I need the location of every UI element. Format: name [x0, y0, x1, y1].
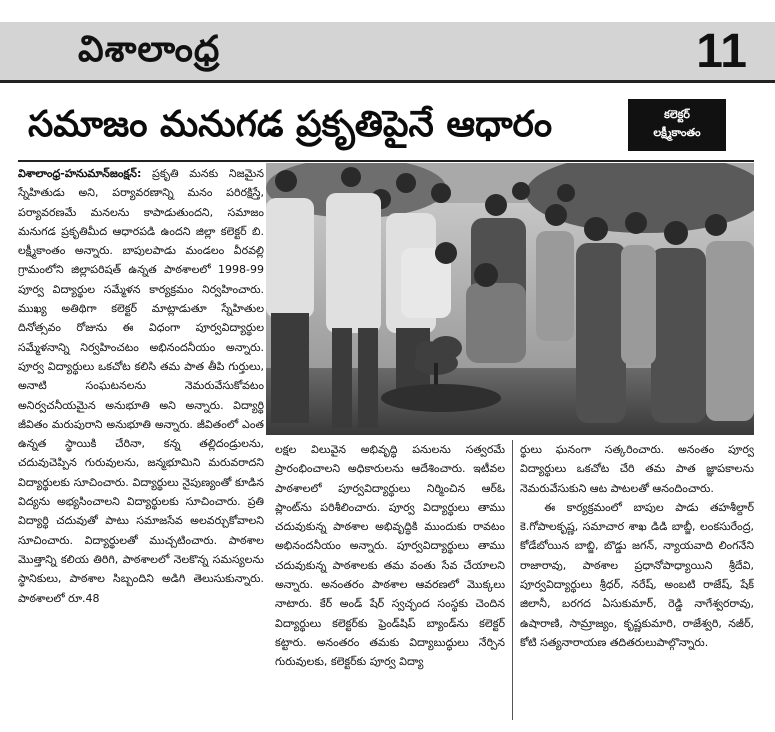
dateline: విశాలాంధ్ర-హనుమాన్‌జంక్షన్‌:	[18, 167, 142, 180]
masthead	[0, 22, 775, 83]
kicker-line-1: కలెక్టర్	[664, 108, 690, 121]
newspaper-name: విశాలాంధ్ర	[78, 28, 221, 70]
column-3-paragraph-1: ర్థులు ఘనంగా సత్కరించారు. అనంతం పూర్వ విద్యార్థులు ఒకచోట చేరి తమ పాత జ్ఞాపకాలను నెమరువేసుకుని ఆట పాటలతో ఆనందించారు.	[520, 443, 754, 495]
column-1-text: ప్రకృతి మనకు నిజమైన స్నేహితుడు అని, పర్యావరణాన్ని మనం పరిరక్షిస్తే, పర్యావరణమే మనలను కాపాడుతుందని, సమాజం మనుగడ ప్రకృతిమీద ఆధారపడి ఉందని జిల్లా కలెక్టర్‌ బి. లక్ష్మీకాంతం అన్నారు. బాపులపాడు మండలం వీరవల్లి గ్రామంలోని జిల్లాపరిషత్‌ ఉన్నత పాఠశాలలో 1998-99 పూర్వ విద్యార్థుల సమ్మేళన కార్యక్రమం నిర్వహించారు. ముఖ్య అతిథిగా కలెక్టర్‌ మాట్లాడుతూ స్నేహితుల దినోత్సవం రోజును ఈ విధంగా పూర్వవిద్యార్థుల సమ్మేళనాన్ని నిర్వహించటం అభినందనీయం అన్నారు. పూర్వ విద్యార్థులు ఒకచోట కలిసి తమ పాత తీపి గుర్తులు, అనాటి సంఘటనలను నెమరువేసుకోవటం అనిర్వచనీయమైన అనుభూతి అని అన్నారు. విద్యార్థి జీవితం మరుపురాని అనుభూతి అన్నారు. జీవితంలో ఎంత ఉన్నత స్థాయికి చేరినా, కన్న తల్లిదండ్రులను, చదువుచెప్పిన గురువులను, జన్మభూమిని మరువరాదని విద్యార్థులకు సూచించారు. విద్యార్థులు నైపుణ్యంతో కూడిన విద్యను అభ్యసించాలని విద్యార్థులకు సూచించారు. ప్రతి విద్యార్థి చదువుతో పాటు సమాజసేవ అలవర్చుకోవాలని సూచించారు. విద్యార్థులతో ముచ్చటించారు. పాఠశాల మొత్తాన్ని కలియ తిరిగి, పాఠశాలలో నెలకొన్న సమస్యలను స్థానికులు, పాఠశాల సిబ్బందిని అడిగి తెలుసుకున్నారు. పాఠశాలలో రూ.48	[18, 167, 264, 605]
page-number: 11	[696, 25, 747, 78]
column-divider	[512, 440, 513, 720]
article-column-1	[18, 164, 264, 724]
news-photo	[266, 163, 754, 435]
kicker-line-2: లక్ష్మీకాంతం	[653, 126, 701, 139]
article-column-2	[275, 440, 505, 725]
article-column-3	[520, 440, 754, 725]
headline: సమాజం మనుగడ ప్రకృతిపైనే ఆధారం	[28, 104, 553, 145]
kicker-box	[628, 99, 726, 151]
column-2-text: లక్షల విలువైన అభివృద్ధి పనులను సత్వరమే ప్రారంభించాలని అధికారులను ఆదేశించారు. ఇటీవల పాఠశాలలో పూర్వవిద్యార్థులు నిర్మించిన ఆర్‌ఓ ప్లాంట్‌ను పరిశీలించారు. పూర్వ విద్యార్థులు తాము చదువుకున్న పాఠశాల అభివృద్ధికి ముందుకు రావటం అభినందనీయం అన్నారు. పూర్వవిద్యార్థులు తాము చదువుకున్న పాఠశాలకు తమ వంతు సేవ చేయాలని అన్నారు. అనంతరం పాఠశాల ఆవరణలో మొక్కలు నాటారు. కేర్‌ అండ్‌ షేర్‌ స్వచ్ఛంద సంస్థకు చెందిన విద్యార్థులు కలెక్టర్‌కు ఫ్రెండ్‌షిప్‌ బ్యాండ్‌ను కలెక్టర్‌ కట్టారు. అనంతరం తమకు విద్యాబుద్ధులు నేర్పిన గురువులకు, కలెక్టర్‌కు పూర్వ విద్యా	[275, 443, 505, 669]
photo-image	[266, 163, 754, 435]
column-3-paragraph-2: ఈ కార్యక్రమంలో బాపుల పాడు తహశీల్దార్‌ కె.గోపాలకృష్ణ, సమాచార శాఖ డిడి బాబ్జీ, లంకసురేంద్ర, కోడేబోయిన బాబ్జి, బొడ్డు జగన్‌, న్యాయవాది లింగనేని రాజారావు, పాఠశాల ప్రధానోపాధ్యాయిని శ్రీదేవి, పూర్వవిద్యార్థులు శ్రీధర్‌, నరేష్‌, అంబటి రాజేష్‌, షేక్‌ జిలానీ, బరగద ఏసుకుమార్‌, రెడ్డి నాగేశ్వరరావు, ఉషారాణి, సామ్రాజ్యం, కృష్ణకుమారి, రాజేశ్వరి, నజీర్‌, కోటి సత్యనారాయణ తదితరులుపాల్గొన్నారు.	[520, 500, 754, 649]
headline-rule	[18, 160, 754, 162]
